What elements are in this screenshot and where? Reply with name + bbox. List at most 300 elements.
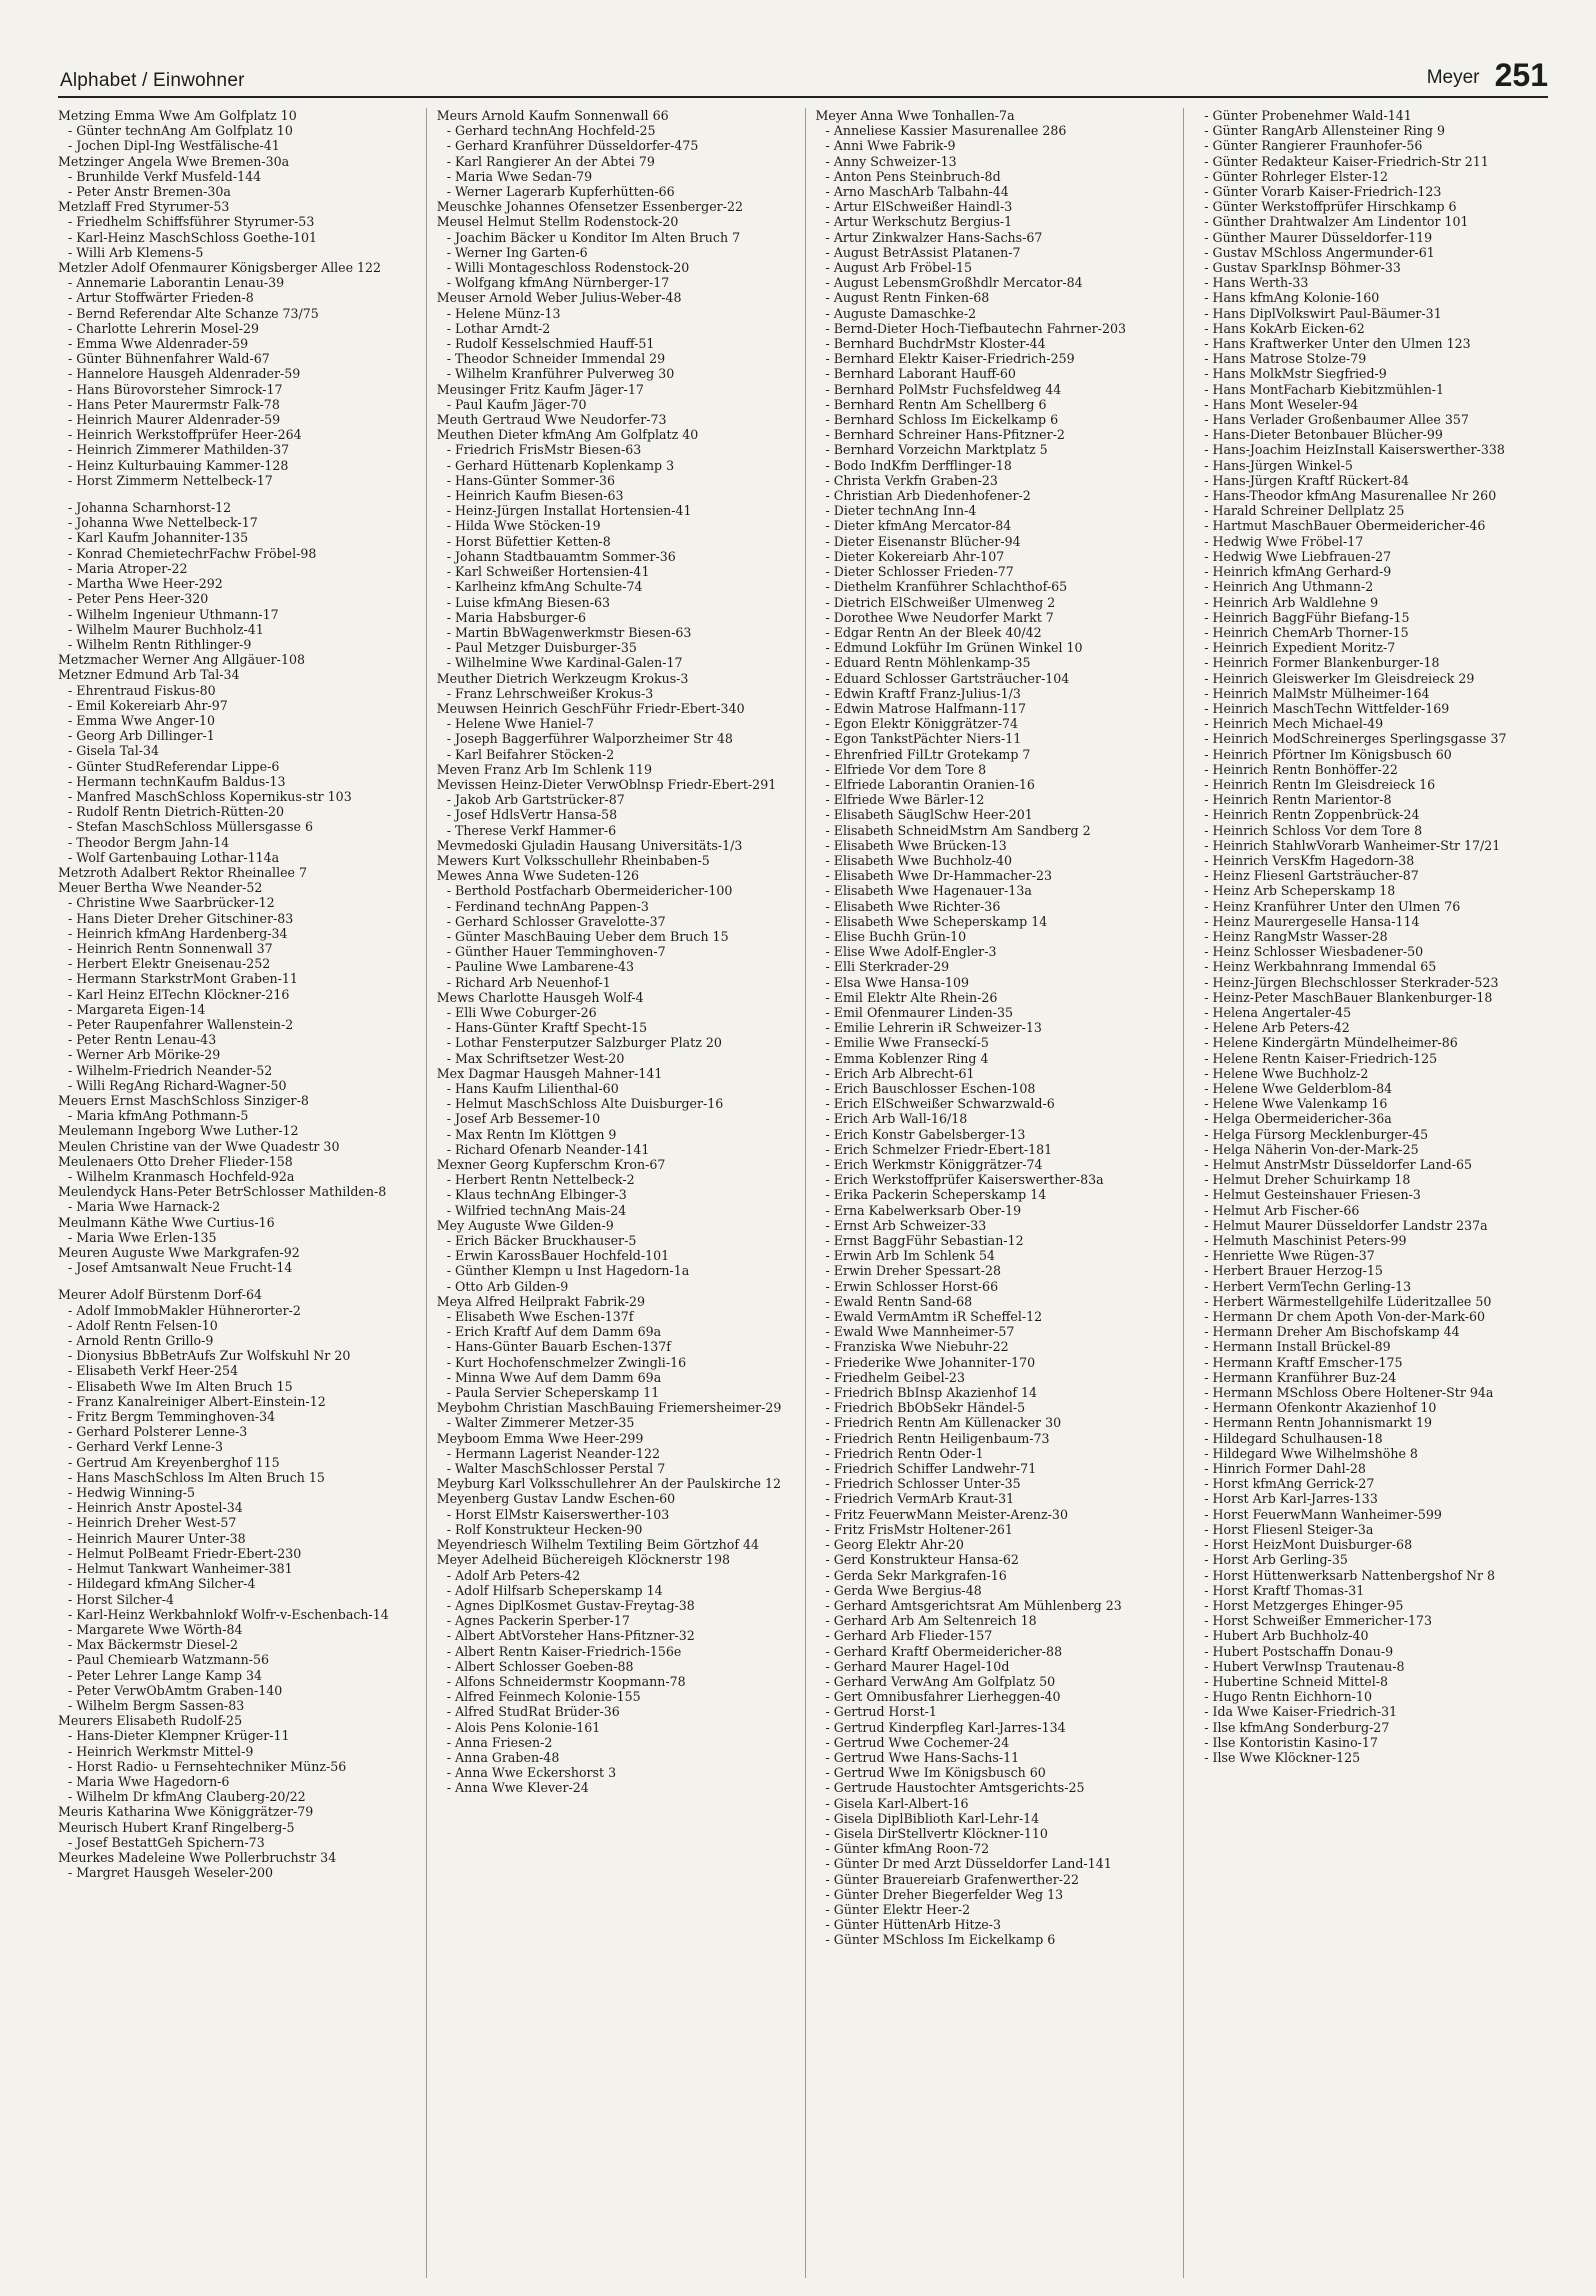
directory-entry: - Günter Vorarb Kaiser-Friedrich-123	[1204, 184, 1442, 200]
directory-entry: - Adolf Rentn Felsen-10	[68, 1317, 218, 1333]
directory-entry: - Willi Montageschloss Rodenstock-20	[446, 260, 690, 276]
directory-entry: - Erich Werkmstr Königgrätzer-74	[825, 1157, 1043, 1173]
directory-entry: - Egon TankstPächter Niers-11	[825, 731, 1022, 747]
directory-entry: Meulenaers Otto Dreher Flieder-158	[58, 1153, 293, 1169]
directory-entry: - Hans Bürovorsteher Simrock-17	[68, 381, 283, 397]
directory-entry: - Horst Büfettier Ketten-8	[446, 533, 611, 549]
directory-entry: Metzlaff Fred Styrumer-53	[58, 199, 230, 215]
directory-entry: Meulendyck Hans-Peter BetrSchlosser Mathilden-8	[58, 1184, 387, 1200]
directory-entry: - Friedrich Rentn Am Küllenacker 30	[825, 1415, 1062, 1431]
directory-entry: Meusel Helmut Stellm Rodenstock-20	[436, 214, 679, 230]
directory-entry: - Max Bäckermstr Diesel-2	[68, 1637, 238, 1653]
directory-entry: - Werner Ing Garten-6	[446, 244, 588, 260]
directory-entry: - Heinz Maurergeselle Hansa-114	[1204, 913, 1420, 929]
directory-entry: - Friedrich Schlosser Unter-35	[825, 1476, 1021, 1492]
directory-entry: Mex Dagmar Hausgeh Mahner-141	[436, 1065, 663, 1081]
directory-entry: - Elisabeth Wwe Hagenauer-13a	[825, 883, 1032, 899]
directory-entry: - Karl Kaufm Johanniter-135	[68, 530, 249, 546]
directory-entry: - Margarete Wwe Wörth-84	[68, 1621, 243, 1637]
directory-entry: Meuer Bertha Wwe Neander-52	[58, 880, 263, 896]
directory-entry: - Herbert Elektr Gneisenau-252	[68, 956, 271, 972]
directory-entry: - Horst Hüttenwerksarb Nattenbergshof Nr 8	[1204, 1567, 1496, 1583]
directory-entry: - Heinrich Ang Uthmann-2	[1204, 579, 1374, 595]
directory-entry: - Horst FeuerwMann Wanheimer-599	[1204, 1506, 1442, 1522]
directory-entry: - Margareta Eigen-14	[68, 1001, 206, 1017]
page-number: 251	[1494, 57, 1548, 93]
directory-entry: - Egon Elektr Königgrätzer-74	[825, 716, 1018, 732]
directory-entry: - Wilhelmine Wwe Kardinal-Galen-17	[446, 655, 683, 671]
directory-entry: - Heinz Kulturbauing Kammer-128	[68, 457, 289, 473]
directory-entry: - Erich Arb Albrecht-61	[825, 1065, 975, 1081]
directory-entry: - Fritz Bergm Temminghoven-34	[68, 1409, 276, 1425]
directory-entry: - Heinrich BaggFühr Biefang-15	[1204, 609, 1410, 625]
directory-entry: - Emil Ofenmaurer Linden-35	[825, 1004, 1013, 1020]
directory-entry: - Bernhard Laborant Hauff-60	[825, 366, 1016, 382]
directory-entry: - Heinz Fliesenl Gartsträucher-87	[1204, 868, 1419, 884]
directory-entry: - Hedwig Wwe Fröbel-17	[1204, 533, 1364, 549]
directory-entry: Meuthen Dieter kfmAng Am Golfplatz 40	[436, 427, 699, 443]
directory-entry: - Elli Wwe Coburger-26	[446, 1004, 597, 1020]
directory-entry: - Hans kfmAng Kolonie-160	[1204, 290, 1380, 306]
directory-entry: - Artur Zinkwalzer Hans-Sachs-67	[825, 229, 1043, 245]
directory-entry: Meyer Anna Wwe Tonhallen-7a	[815, 108, 1015, 123]
directory-entry: - Peter VerwObAmtm Graben-140	[68, 1682, 283, 1698]
directory-entry: - Emil Elektr Alte Rhein-26	[825, 989, 998, 1005]
directory-entry: - Lothar Fensterputzer Salzburger Platz 20	[446, 1035, 722, 1051]
directory-entry: - Helga Näherin Von-der-Mark-25	[1204, 1141, 1419, 1157]
directory-entry: Mews Charlotte Hausgeh Wolf-4	[436, 989, 644, 1005]
directory-entry: - Heinrich Dreher West-57	[68, 1515, 237, 1531]
directory-entry: Mewers Kurt Volksschullehr Rheinbaben-5	[436, 852, 710, 868]
directory-entry: - Helmut AnstrMstr Düsseldorfer Land-65	[1204, 1157, 1473, 1173]
directory-entry: - Herbert Rentn Nettelbeck-2	[446, 1172, 635, 1188]
directory-entry: - Friedrich Rentn Oder-1	[825, 1445, 984, 1461]
directory-entry: - Willi Arb Klemens-5	[68, 244, 204, 260]
directory-entry: - Gerhard Arb Flieder-157	[825, 1628, 993, 1644]
directory-entry: - Heinrich Gleiswerker Im Gleisdreieck 29	[1204, 670, 1475, 686]
directory-entry: - Erwin Schlosser Horst-66	[825, 1278, 999, 1294]
directory-entry: - Karl Heinz ElTechn Klöckner-216	[68, 986, 290, 1002]
directory-entry: - Ferdinand technAng Pappen-3	[446, 898, 649, 914]
directory-entry: - Elisabeth SäuglSchw Heer-201	[825, 807, 1033, 823]
directory-entry: Meurkes Madeleine Wwe Pollerbruchstr 34	[58, 1849, 337, 1865]
directory-entry: - Günter MSchloss Im Eickelkamp 6	[825, 1932, 1056, 1948]
directory-entry: - Gertrud Horst-1	[825, 1704, 937, 1720]
directory-entry: - Horst Zimmerm Nettelbeck-17	[68, 472, 273, 488]
running-head-surname: Meyer	[1426, 67, 1480, 88]
directory-entry: - Paul Chemiearb Watzmann-56	[68, 1652, 270, 1668]
directory-entry: - Minna Wwe Auf dem Damm 69a	[446, 1369, 662, 1385]
directory-entry: - Anny Schweizer-13	[825, 153, 957, 169]
directory-entry: - August Rentn Finken-68	[825, 290, 990, 306]
directory-entry: - Peter Anstr Bremen-30a	[68, 184, 231, 200]
directory-entry: - Bernd Referendar Alte Schanze 73/75	[68, 305, 319, 321]
directory-entry: - Günter Probenehmer Wald-141	[1204, 108, 1412, 123]
directory-entry: - Elli Sterkrader-29	[825, 959, 950, 975]
directory-entry: - Heinrich Rentn Marientor-8	[1204, 792, 1392, 808]
directory-entry: - Günter RangArb Allensteiner Ring 9	[1204, 123, 1445, 139]
directory-entry: - Adolf Arb Peters-42	[446, 1567, 581, 1583]
directory-entry: - Jakob Arb Gartstrücker-87	[446, 792, 625, 808]
directory-entry: - Artur Stoffwärter Frieden-8	[68, 290, 254, 306]
directory-entry: - Adolf ImmobMakler Hühnerorter-2	[68, 1302, 301, 1318]
directory-entry: - Gertrud Kinderpfleg Karl-Jarres-134	[825, 1719, 1066, 1735]
directory-entry: - Josef Arb Bessemer-10	[446, 1111, 601, 1127]
directory-entry: - Emil Kokereiarb Ahr-97	[68, 697, 228, 713]
directory-entry: - Martin BbWagenwerkmstr Biesen-63	[446, 624, 692, 640]
directory-entry: - Artur ElSchweißer Haindl-3	[825, 199, 1013, 215]
directory-entry: - Hans DiplVolkswirt Paul-Bäumer-31	[1204, 305, 1442, 321]
directory-entry: - Eduard Rentn Möhlenkamp-35	[825, 655, 1031, 671]
directory-entry: - Martha Wwe Heer-292	[68, 576, 223, 592]
directory-entry: - Horst Schweißer Emmericher-173	[1204, 1613, 1433, 1629]
running-head-right	[1427, 57, 1548, 94]
directory-entry: - Herbert Brauer Herzog-15	[1204, 1263, 1383, 1279]
directory-entry: - Helene Rentn Kaiser-Friedrich-125	[1204, 1050, 1438, 1066]
directory-entry: Metzing Emma Wwe Am Golfplatz 10	[58, 108, 297, 123]
directory-entry: - Helene Münz-13	[446, 305, 561, 321]
directory-entry: - Gerd Konstrukteur Hansa-62	[825, 1552, 1019, 1568]
directory-entry: - Max Rentn Im Klöttgen 9	[446, 1126, 617, 1142]
directory-entry: - Peter Rentn Lenau-43	[68, 1032, 217, 1048]
directory-entry: - Hildegard kfmAng Silcher-4	[68, 1576, 256, 1592]
directory-entry: - Albert Schlosser Goeben-88	[446, 1658, 634, 1674]
directory-entry: - Helmut Tankwart Wanheimer-381	[68, 1561, 293, 1577]
directory-entry: - Hermann StarkstrMont Graben-11	[68, 971, 298, 987]
directory-entry: - Ilse Kontoristin Kasino-17	[1204, 1734, 1378, 1750]
directory-entry: - Erich Arb Wall-16/18	[825, 1111, 968, 1127]
directory-entry: - Henriette Wwe Rügen-37	[1204, 1248, 1375, 1264]
directory-entry: - Diethelm Kranführer Schlachthof-65	[825, 579, 1068, 595]
directory-entry: - Kurt Hochofenschmelzer Zwingli-16	[446, 1354, 687, 1370]
directory-entry: - Edwin Matrose Halfmann-117	[825, 700, 1027, 716]
directory-entry: - Walter MaschSchlosser Perstal 7	[446, 1461, 666, 1477]
directory-entry: - Horst Kraftf Thomas-31	[1204, 1582, 1365, 1598]
directory-entry: - Günter Dr med Arzt Düsseldorfer Land-141	[825, 1856, 1112, 1872]
directory-entry: - Erich ElSchweißer Schwarzwald-6	[825, 1096, 1055, 1112]
running-head-section: Alphabet / Einwohner	[60, 70, 245, 91]
directory-entry: - Johanna Scharnhorst-12	[68, 500, 232, 516]
directory-entry: - Gertrud Wwe Im Königsbusch 60	[825, 1765, 1046, 1781]
directory-entry: - Heinz Werkbahnrang Immendal 65	[1204, 959, 1437, 975]
directory-entry: - Helene Arb Peters-42	[1204, 1020, 1350, 1036]
directory-entry: - Alois Pens Kolonie-161	[446, 1719, 601, 1735]
directory-entry: - Horst HeizMont Duisburger-68	[1204, 1537, 1413, 1553]
directory-entry: - Heinz RangMstr Wasser-28	[1204, 928, 1388, 944]
directory-entry: - Rudolf Rentn Dietrich-Rütten-20	[68, 804, 285, 820]
directory-entry: - Ewald Rentn Sand-68	[825, 1293, 973, 1309]
directory-entry: - Günter Werkstoffprüfer Hirschkamp 6	[1204, 199, 1457, 215]
directory-entry: - Heinz-Jürgen Blechschlosser Sterkrader-523	[1204, 974, 1499, 990]
directory-entry: - Josef HdlsVertr Hansa-58	[446, 807, 618, 823]
directory-entry: - Günter Redakteur Kaiser-Friedrich-Str 211	[1204, 153, 1489, 169]
directory-entry: - Johanna Wwe Nettelbeck-17	[68, 515, 258, 531]
directory-entry: - Hans Matrose Stolze-79	[1204, 351, 1367, 367]
directory-entry: - Emma Wwe Aldenrader-59	[68, 336, 249, 352]
directory-entry: - Heinrich Pförtner Im Königsbusch 60	[1204, 746, 1452, 762]
directory-entry: - Agnes DiplKosmet Gustav-Freytag-38	[446, 1597, 695, 1613]
directory-entry: - Günter Elektr Heer-2	[825, 1901, 971, 1917]
directory-entry: - Wilhelm Ingenieur Uthmann-17	[68, 606, 279, 622]
directory-entry: - Karl Beifahrer Stöcken-2	[446, 746, 615, 762]
directory-entry: - Günther Hauer Temminghoven-7	[446, 944, 666, 960]
directory-entry: - Hans-Joachim HeizInstall Kaiserswerther-338	[1204, 442, 1505, 458]
directory-entry: - Helga Obermeidericher-36a	[1204, 1111, 1392, 1127]
directory-entry: - Hubert Postschaffn Donau-9	[1204, 1643, 1394, 1659]
directory-entry: - Friederike Wwe Johanniter-170	[825, 1354, 1036, 1370]
directory-entry: - Bernhard Schloss Im Eickelkamp 6	[825, 412, 1059, 428]
directory-entry: - Friedrich VermArb Kraut-31	[825, 1491, 1015, 1507]
directory-entry: - Gerhard Maurer Hagel-10d	[825, 1658, 1010, 1674]
directory-entry: - Heinz Schlosser Wiesbadener-50	[1204, 944, 1424, 960]
directory-entry: - Erich Werkstoffprüfer Kaiserswerther-83a	[825, 1172, 1104, 1188]
directory-entry: - Heinrich Rentn Zoppenbrück-24	[1204, 807, 1420, 823]
directory-entry: - Josef BestattGeh Spichern-73	[68, 1834, 265, 1850]
directory-entry: - Gerhard technAng Hochfeld-25	[446, 123, 656, 139]
directory-entry: - Karl-Heinz MaschSchloss Goethe-101	[68, 229, 318, 245]
directory-entry: - Hartmut MaschBauer Obermeidericher-46	[1204, 518, 1486, 534]
directory-entry: Metzner Edmund Arb Tal-34	[58, 667, 240, 683]
directory-entry: - Herbert Wärmestellgehilfe Lüderitzallee 50	[1204, 1293, 1492, 1309]
directory-entry: - Ewald VermAmtm iR Scheffel-12	[825, 1309, 1043, 1325]
directory-entry: - Wilhelm Kranmasch Hochfeld-92a	[68, 1169, 295, 1185]
directory-entry: - Rudolf Kesselschmied Hauff-51	[446, 336, 655, 352]
directory-entry: - Horst Arb Gerling-35	[1204, 1552, 1348, 1568]
directory-entry: Meuther Dietrich Werkzeugm Krokus-3	[436, 670, 689, 686]
directory-entry: - Erich Bauschlosser Eschen-108	[825, 1081, 1036, 1096]
directory-entry: - Heinrich Rentn Im Gleisdreieck 16	[1204, 776, 1436, 792]
directory-entry: - Gerhard Verkf Lenne-3	[68, 1439, 223, 1455]
directory-entry: - Heinrich Mech Michael-49	[1204, 716, 1384, 732]
directory-entry: Metzmacher Werner Ang Allgäuer-108	[58, 652, 305, 668]
directory-entry: - Peter Pens Heer-320	[68, 591, 209, 607]
directory-entry: - Elisabeth Wwe Brücken-13	[825, 837, 1007, 853]
directory-entry: - Friedrich BbInsp Akazienhof 14	[825, 1385, 1038, 1401]
directory-entry: - Ilse Wwe Klöckner-125	[1204, 1749, 1361, 1765]
directory-entry: - Berthold Postfacharb Obermeidericher-100	[446, 883, 733, 899]
directory-entry: - Hildegard Wwe Wilhelmshöhe 8	[1204, 1445, 1418, 1461]
directory-entry: Meulmann Käthe Wwe Curtius-16	[58, 1214, 275, 1230]
directory-entry: - Günther Klempn u Inst Hagedorn-1a	[446, 1263, 690, 1279]
directory-entry: - Karl Rangierer An der Abtei 79	[446, 153, 655, 169]
directory-entry: Meurers Elisabeth Rudolf-25	[58, 1713, 243, 1729]
directory-entry: - Hermann MSchloss Obere Holtener-Str 94a	[1204, 1385, 1494, 1401]
directory-entry: - Hugo Rentn Eichhorn-10	[1204, 1689, 1372, 1705]
directory-entry: - Heinrich Rentn Sonnenwall 37	[68, 940, 273, 956]
directory-entry: - Hubert VerwInsp Trautenau-8	[1204, 1658, 1405, 1674]
directory-entry: - Dieter technAng Inn-4	[825, 503, 977, 519]
directory-entry: - Maria Wwe Hagedorn-6	[68, 1773, 230, 1789]
directory-entry: - Gerhard Kraftf Obermeidericher-88	[825, 1643, 1063, 1659]
directory-entry: - Günther Maurer Düsseldorfer-119	[1204, 229, 1433, 245]
directory-entry: - Heinrich VersKfm Hagedorn-38	[1204, 852, 1415, 868]
directory-entry: - Heinrich Former Blankenburger-18	[1204, 655, 1440, 671]
directory-entry: - Gerhard Schlosser Gravelotte-37	[446, 913, 666, 929]
directory-entry: - Hans-Günter Kraftf Specht-15	[446, 1020, 648, 1036]
directory-entry: - Heinrich Maurer Aldenrader-59	[68, 412, 281, 428]
directory-entry: - Günter Bühnenfahrer Wald-67	[68, 351, 270, 367]
directory-entry: - Hermann Dr chem Apoth Von-der-Mark-60	[1204, 1309, 1486, 1325]
directory-entry: Meurs Arnold Kaufm Sonnenwall 66	[436, 108, 669, 123]
directory-entry: - Heinrich Zimmerer Mathilden-37	[68, 442, 290, 458]
directory-entry: Metzinger Angela Wwe Bremen-30a	[58, 153, 290, 169]
directory-entry: - Gerhard Kranführer Düsseldorfer-475	[446, 138, 699, 154]
directory-entry: - Heinrich MaschTechn Wittfelder-169	[1204, 700, 1450, 716]
directory-entry: - Hans Kraftwerker Unter den Ulmen 123	[1204, 336, 1471, 352]
directory-entry: - Edgar Rentn An der Bleek 40/42	[825, 624, 1042, 640]
directory-entry: - Franz Kanalreiniger Albert-Einstein-12	[68, 1393, 326, 1409]
directory-entry: - Ernst BaggFühr Sebastian-12	[825, 1233, 1024, 1249]
directory-entry: - Helmut PolBeamt Friedr-Ebert-230	[68, 1545, 302, 1561]
directory-entry: - Hans-Jürgen Kraftf Rückert-84	[1204, 472, 1410, 488]
directory-entry: - Bernhard BuchdrMstr Kloster-44	[825, 336, 1046, 352]
directory-entry: - Eduard Schlosser Gartsträucher-104	[825, 670, 1070, 686]
directory-entry: - Maria Wwe Harnack-2	[68, 1199, 221, 1215]
directory-entry: - Fritz FrisMstr Holtener-261	[825, 1521, 1013, 1537]
directory-entry: - Heinrich kfmAng Hardenberg-34	[68, 925, 288, 941]
directory-entry: - Wolfgang kfmAng Nürnberger-17	[446, 275, 670, 291]
directory-entry: - Alfons Schneidermstr Koopmann-78	[446, 1673, 686, 1689]
directory-entry: - Helmuth Maschinist Peters-99	[1204, 1233, 1407, 1249]
directory-entry: - Gerhard VerwAng Am Golfplatz 50	[825, 1673, 1056, 1689]
directory-entry: - Herbert VermTechn Gerling-13	[1204, 1278, 1412, 1294]
directory-entry: - Agnes Packerin Sperber-17	[446, 1613, 630, 1629]
directory-entry: Metzler Adolf Ofenmaurer Königsberger Allee 122	[58, 260, 382, 276]
directory-entry: - Albert Rentn Kaiser-Friedrich-156e	[446, 1643, 682, 1659]
directory-entry: - Werner Lagerarb Kupferhütten-66	[446, 184, 675, 200]
directory-entry: - Maria kfmAng Pothmann-5	[68, 1108, 249, 1124]
directory-entry: - Richard Arb Neuenhof-1	[446, 974, 611, 990]
directory-entry: - Emma Wwe Anger-10	[68, 712, 216, 728]
directory-entry: - Elfriede Wwe Bärler-12	[825, 792, 985, 808]
directory-entry: - Ernst Arb Schweizer-33	[825, 1217, 987, 1233]
directory-entry: - Dietrich ElSchweißer Ulmenweg 2	[825, 594, 1056, 610]
directory-column-3	[805, 108, 1170, 2278]
directory-entry: - Anna Wwe Eckershorst 3	[446, 1765, 617, 1781]
directory-entry: - Hubert Arb Buchholz-40	[1204, 1628, 1369, 1644]
directory-entry: - Richard Ofenarb Neander-141	[446, 1141, 650, 1157]
directory-entry: - Elisabeth Wwe Richter-36	[825, 898, 1001, 914]
directory-entry: - Harald Schreiner Dellplatz 25	[1204, 503, 1405, 519]
directory-entry: - Wilhelm Bergm Sassen-83	[68, 1697, 245, 1713]
directory-entry: - Horst Silcher-4	[68, 1591, 174, 1607]
directory-entry: - August BetrAssist Platanen-7	[825, 244, 1021, 260]
directory-entry: - Günter Dreher Biegerfelder Weg 13	[825, 1886, 1064, 1902]
directory-entry: - Hans Dieter Dreher Gitschiner-83	[68, 910, 294, 926]
directory-entry: - Dorothee Wwe Neudorfer Markt 7	[825, 609, 1054, 625]
directory-entry: - Peter Raupenfahrer Wallenstein-2	[68, 1016, 294, 1032]
directory-entry: Mewes Anna Wwe Sudeten-126	[436, 868, 639, 884]
directory-entry: - Friedrich Rentn Heiligenbaum-73	[825, 1430, 1050, 1446]
directory-entry: Meusinger Fritz Kaufm Jäger-17	[436, 381, 644, 397]
directory-entry: - Gustav SparkInsp Böhmer-33	[1204, 260, 1401, 276]
directory-entry: - Elisabeth Wwe Eschen-137f	[446, 1309, 634, 1325]
directory-entry: - Gerda Sekr Markgrafen-16	[825, 1567, 1007, 1583]
directory-entry: - Ehrentraud Fiskus-80	[68, 682, 216, 698]
directory-entry: - Friedrich Schiffer Landwehr-71	[825, 1461, 1037, 1477]
directory-entry: - Gertrud Wwe Cochemer-24	[825, 1734, 1010, 1750]
directory-entry: - Hans Kaufm Lilienthal-60	[446, 1081, 619, 1096]
directory-entry: - Erich Schmelzer Friedr-Ebert-181	[825, 1141, 1053, 1157]
directory-entry: Meyenberg Gustav Landw Eschen-60	[436, 1491, 676, 1507]
directory-entry: - Lothar Arndt-2	[446, 320, 551, 336]
directory-entry: - Hermann Install Brückel-89	[1204, 1339, 1391, 1355]
directory-entry: - Heinrich Schloss Vor dem Tore 8	[1204, 822, 1423, 838]
directory-entry: - Friedrich BbObSekr Händel-5	[825, 1400, 1026, 1416]
directory-entry: - Helene Kindergärtn Mündelheimer-86	[1204, 1035, 1458, 1051]
directory-entry: - Hans MolkMstr Siegfried-9	[1204, 366, 1387, 382]
directory-entry: - Günter HüttenArb Hitze-3	[825, 1917, 1001, 1933]
directory-entry: - Maria Wwe Erlen-135	[68, 1229, 217, 1245]
directory-entry: - Anni Wwe Fabrik-9	[825, 138, 956, 154]
directory-entry: - Anna Wwe Klever-24	[446, 1780, 589, 1796]
directory-entry: - Elfriede Laborantin Oranien-16	[825, 776, 1035, 792]
directory-entry: Metzroth Adalbert Rektor Rheinallee 7	[58, 864, 308, 880]
directory-entry: - Gertrud Am Kreyenberghof 115	[68, 1454, 280, 1470]
directory-entry: - Günter StudReferendar Lippe-6	[68, 758, 280, 774]
directory-entry: - Heinrich Kaufm Biesen-63	[446, 488, 624, 504]
directory-entry: - Emilie Lehrerin iR Schweizer-13	[825, 1020, 1042, 1036]
directory-entry: - Christine Wwe Saarbrücker-12	[68, 895, 275, 911]
directory-entry: - Helmut Maurer Düsseldorfer Landstr 237a	[1204, 1217, 1488, 1233]
directory-entry: - Josef Amtsanwalt Neue Frucht-14	[68, 1260, 293, 1276]
directory-entry: - Maria Habsburger-6	[446, 609, 586, 625]
directory-entry: - Günter MaschBauing Ueber dem Bruch 15	[446, 928, 729, 944]
directory-entry: - Rolf Konstrukteur Hecken-90	[446, 1521, 643, 1537]
directory-entry: - Gertrud Wwe Hans-Sachs-11	[825, 1749, 1020, 1765]
directory-entry: - Günter technAng Am Golfplatz 10	[68, 123, 293, 139]
directory-entry: - Gert Omnibusfahrer Lierheggen-40	[825, 1689, 1061, 1705]
directory-entry: - Friedhelm Geibel-23	[825, 1369, 965, 1385]
directory-entry: - Franz Lehrschweißer Krokus-3	[446, 685, 654, 701]
directory-entry: - Anna Graben-48	[446, 1749, 560, 1765]
directory-entry: - Hermann Dreher Am Bischofskamp 44	[1204, 1324, 1460, 1340]
directory-entry: - Maria Atroper-22	[68, 560, 188, 576]
directory-entry: - Edmund Lokführ Im Grünen Winkel 10	[825, 640, 1083, 656]
directory-entry: - Walter Zimmerer Metzer-35	[446, 1415, 635, 1431]
directory-entry: - Helmut Arb Fischer-66	[1204, 1202, 1360, 1218]
directory-entry: - Heinrich Expedient Moritz-7	[1204, 640, 1396, 656]
directory-entry: - Gisela Karl-Albert-16	[825, 1795, 969, 1811]
page-header	[58, 48, 1548, 98]
directory-entry: - Elisabeth Wwe Dr-Hammacher-23	[825, 868, 1053, 884]
directory-entry: - Anna Friesen-2	[446, 1734, 553, 1750]
directory-entry: - Heinz-Jürgen Installat Hortensien-41	[446, 503, 692, 519]
directory-entry: Meuris Katharina Wwe Königgrätzer-79	[58, 1804, 314, 1820]
directory-entry: - Adolf Hilfsarb Scheperskamp 14	[446, 1582, 663, 1598]
directory-entry: - Erwin Arb Im Schlenk 54	[825, 1248, 996, 1264]
directory-entry: - Hermann technKaufm Baldus-13	[68, 773, 286, 789]
directory-entry: - Hans-Theodor kfmAng Masurenallee Nr 260	[1204, 488, 1497, 504]
directory-entry: - Theodor Bergm Jahn-14	[68, 834, 230, 850]
directory-entry: - Horst kfmAng Gerrick-27	[1204, 1476, 1375, 1492]
directory-entry: - Heinrich kfmAng Gerhard-9	[1204, 564, 1392, 580]
directory-entry: Meyendriesch Wilhelm Textiling Beim Görtzhof 44	[436, 1537, 760, 1553]
directory-entry: - Hans MontFacharb Kiebitzmühlen-1	[1204, 381, 1445, 397]
directory-entry: - Heinz Arb Scheperskamp 18	[1204, 883, 1396, 899]
directory-entry: - Günter Brauereiarb Grafenwerther-22	[825, 1871, 1080, 1887]
directory-entry: - Helmut Gesteinshauer Friesen-3	[1204, 1187, 1421, 1203]
directory-entry: - Otto Arb Gilden-9	[446, 1278, 569, 1294]
directory-entry: - Heinrich Maurer Unter-38	[68, 1530, 246, 1546]
directory-entry: - Helga Fürsorg Mecklenburger-45	[1204, 1126, 1429, 1142]
directory-entry: - Hedwig Winning-5	[68, 1485, 196, 1501]
directory-entry: - Elisabeth Wwe Scheperskamp 14	[825, 913, 1048, 929]
directory-entry: - Fritz FeuerwMann Meister-Arenz-30	[825, 1506, 1068, 1522]
directory-entry: - Karlheinz kfmAng Schulte-74	[446, 579, 643, 595]
directory-entry: - Wilhelm Kranführer Pulverweg 30	[446, 366, 675, 382]
directory-entry: - Heinz Kranführer Unter den Ulmen 76	[1204, 898, 1461, 914]
